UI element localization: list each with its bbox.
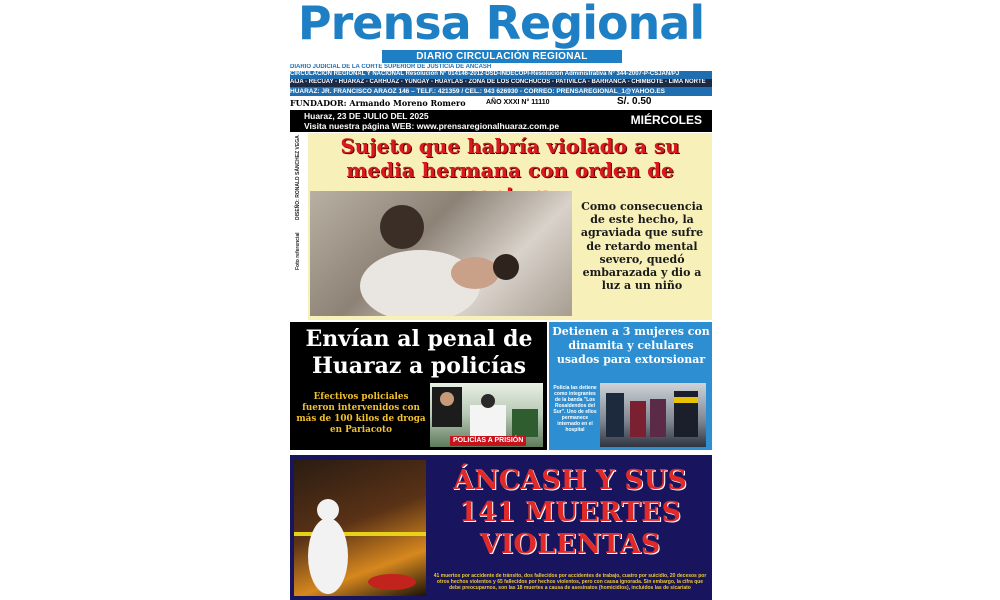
photo-reference-text: Foto referencial bbox=[295, 232, 301, 270]
penal-headline[interactable] bbox=[294, 326, 544, 380]
design-credit-text: DISEÑO: RONALD SÁNCHEZ VEGA bbox=[295, 135, 301, 220]
website: Visita nuestra página WEB: www.prensaregionalhuaraz.com.pe bbox=[304, 121, 560, 131]
penal-subtext: Efectivos policiales fueron intervenidos con más de 100 kilos de droga en Pariacoto bbox=[296, 392, 426, 435]
penal-headline-line1: Envían al penal de bbox=[305, 326, 533, 352]
main-story-photo bbox=[310, 191, 572, 316]
crime-scene-illustration bbox=[294, 460, 426, 596]
mujeres-caption: Policía las detiene como integrantes de la banda "Los Rosaldendos del Sur". Uno de ellos permanece internado en el hospital bbox=[553, 385, 597, 433]
masthead-title: Prensa Regional bbox=[297, 0, 705, 50]
newspaper-front-page bbox=[290, 0, 712, 600]
circulation-line: CIRCULACIÓN REGIONAL Y NACIONAL Resolución N° 014146-2012-DSD-INDECOPI-Resolución Administrativa N° 344-2007-P-CSJAN/PJ bbox=[290, 71, 712, 79]
ancash-headline-line1: ÁNCASH Y SUS bbox=[453, 465, 687, 496]
penal-headline-line2: Huaraz a policías bbox=[311, 353, 527, 379]
ancash-headline-line2: 141 MUERTES bbox=[459, 497, 681, 528]
judicial-line: DIARIO JUDICIAL DE LA CORTE SUPERIOR DE JUSTICIA DE ANCASH bbox=[290, 64, 492, 70]
main-story-summary: Como consecuencia de este hecho, la agraviada que sufre de retardo mental severo, quedó embarazada y dio a luz a un niño bbox=[580, 200, 704, 293]
ancash-photo bbox=[294, 460, 426, 596]
date-bar bbox=[290, 110, 712, 132]
main-headline-line2: media hermana con orden de bbox=[346, 158, 674, 182]
detainees-illustration bbox=[600, 383, 706, 447]
mujeres-headline[interactable]: Detienen a 3 mujeres con dinamita y celulares usados para extorsionar bbox=[552, 325, 710, 366]
cities-line: AIJA - RECUAY - HUARAZ - CARHUAZ - YUNGAY - HUAYLAS - ZONA DE LOS CONCHUCOS - PATIVILCA - BARRANCA - CHIMBOTE - LIMA NORTE bbox=[290, 79, 712, 87]
main-headline-line1: Sujeto que habría violado a su bbox=[340, 134, 680, 158]
mother-child-illustration bbox=[310, 191, 572, 316]
date-web-block bbox=[304, 111, 559, 131]
penal-photo-banner: POLICÍAS A PRISIÓN bbox=[450, 436, 526, 446]
mujeres-photo bbox=[600, 383, 706, 447]
weekday: MIÉRCOLES bbox=[630, 113, 702, 127]
address-line: HUARAZ: JR. FRANCISCO ARAOZ 146 – TELF.: 421359 / CEL.: 943 626930 - CORREO: PRENSAREGIONAL_1@YAHOO.ES bbox=[290, 87, 712, 96]
founder: FUNDADOR: Armando Moreno Romero bbox=[290, 98, 466, 108]
ancash-footer: 41 muertos por accidente de tránsito, dos fallecidos por accidentes de trabajo, cuatro por suicidio, 20 decesos por otros hechos violentos y 65 fallecidos por hechos violentos, pero con causa ignorada. Sin embargo, la cifra que debe preocuparnos, son las 18 muertes a causa de asesinatos (homicidios), incluidos las de sicariato bbox=[433, 573, 707, 591]
masthead-subtitle: DIARIO CIRCULACIÓN REGIONAL bbox=[382, 50, 622, 63]
price: S/. 0.50 bbox=[617, 96, 652, 107]
edition-number: AÑO XXXI N° 11110 bbox=[486, 99, 550, 106]
ancash-headline[interactable] bbox=[430, 465, 710, 561]
issue-date: Huaraz, 23 DE JULIO DEL 2025 bbox=[304, 111, 429, 121]
ancash-headline-line3: VIOLENTAS bbox=[479, 529, 661, 560]
